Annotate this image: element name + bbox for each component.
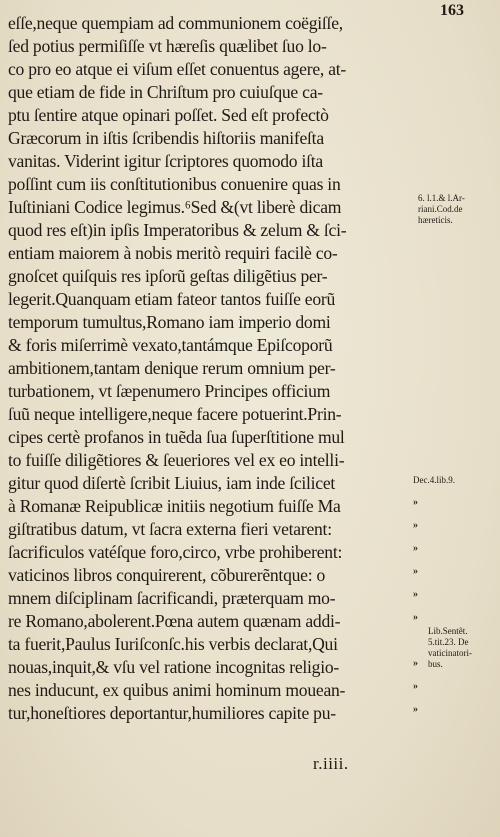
text-line: tur,honeſtiores deportantur,humiliores capite pu-: [8, 703, 336, 723]
quote-mark: »: [413, 566, 418, 577]
text-line: giſtratibus datum, vt ſacra externa fieri vetarent:: [8, 519, 332, 539]
text-line: poſſint cum iis conſtitutionibus conuenire quas in: [8, 174, 341, 194]
text-line: legerit.Quanquam etiam fateor tantos fuiſſe eorũ: [8, 289, 336, 309]
text-line: eſſe,neque quempiam ad communionem coëgiſſe,: [8, 13, 343, 33]
quote-mark: »: [413, 658, 418, 669]
text-line: à Romanæ Reipublicæ initiis negotium fuiſſe Ma: [8, 496, 341, 516]
margin-note-line: vaticinatori-: [428, 648, 472, 658]
quote-mark: »: [413, 520, 418, 531]
margin-note-line: riani.Cod.de: [418, 204, 463, 214]
text-line: ſed potius permiſiſſe vt hæreſis quælibet ſuo lo-: [8, 36, 327, 56]
quote-mark: »: [413, 589, 418, 600]
text-line: temporum tumultus,Romano iam imperio domi: [8, 312, 331, 332]
text-line: gnoſcet quiſquis res ipſorũ geſtas diligẽtius per-: [8, 266, 328, 286]
quote-mark: »: [413, 543, 418, 554]
text-line: Græcorum in iſtis ſcribendis hiſtoriis manifeſta: [8, 128, 324, 148]
text-line: gitur quod diſertè ſcribit Liuius, iam inde ſcilicet: [8, 473, 336, 493]
margin-note-line: hæreticis.: [418, 215, 453, 225]
text-line: ptu ſentire atque opinari poſſet. Sed eſt profectò: [8, 105, 329, 125]
text-line: entiam maiorem à nobis meritò requiri facilè co-: [8, 243, 338, 263]
quote-mark: »: [413, 704, 418, 715]
text-line: re Romano,abolerent.Pœna autem quænam addi-: [8, 611, 341, 631]
text-line: quod res eſt)in ipſis Imperatoribus & zelum & ſci-: [8, 220, 347, 240]
margin-note-livy: Dec.4.lib.9.: [413, 475, 455, 485]
text-line: turbationem, vt ſæpenumero Principes officium: [8, 381, 331, 401]
text-line: ta fuerit,Paulus Iuriſconſc.his verbis declarat,Qui: [8, 634, 338, 654]
quote-mark: »: [413, 681, 418, 692]
text-line: & foris miſerrimè vexato,tantámque Epiſcoporũ: [8, 335, 333, 355]
page-number: 163: [440, 2, 464, 19]
margin-note-codex: [418, 193, 465, 226]
text-line: ambitionem,tantam denique rerum omnium per-: [8, 358, 336, 378]
quote-mark: »: [413, 612, 418, 623]
signature-mark: r.iiii.: [313, 754, 349, 773]
text-line: Iuſtiniani Codice legimus.⁶Sed &(vt liberè dicam: [8, 197, 342, 217]
main-text: [8, 12, 413, 725]
text-line: nes inducunt, ex quibus animi hominum mouean-: [8, 680, 346, 700]
margin-note-line: 5.tit.23. De: [428, 637, 469, 647]
text-line: co pro eo atque ei viſum eſſet conuentus agere, at-: [8, 59, 347, 79]
text-line: vaticinos libros conquirerent, cõburerẽntque: o: [8, 565, 326, 585]
margin-note-line: 6. l.1.& l.Ar-: [418, 193, 465, 203]
margin-note-line: bus.: [428, 659, 443, 669]
text-line: ſuũ neque intelligere,neque facere potuerint.Prin-: [8, 404, 342, 424]
margin-note-sententiae: [428, 626, 472, 670]
quote-mark: »: [413, 497, 418, 508]
text-line: mnem diſciplinam ſacrificandi, præterquam mo-: [8, 588, 336, 608]
text-line: vanitas. Viderint igitur ſcriptores quomodo iſta: [8, 151, 323, 171]
text-line: que etiam de fide in Chriſtum pro cuiuſque ca-: [8, 82, 323, 102]
text-line: to fuiſſe diligẽtiores & ſeueriores vel ex eo intelli-: [8, 450, 345, 470]
text-line: cipes certè profanos in tuẽda ſua ſuperſtitione mul: [8, 427, 345, 447]
text-line: nouas,inquit,& vſu vel ratione incognitas religio-: [8, 657, 339, 677]
margin-note-line: Lib.Sentẽt.: [428, 626, 468, 636]
text-line: ſacrificulos vatéſque foro,circo, vrbe prohiberent:: [8, 542, 343, 562]
